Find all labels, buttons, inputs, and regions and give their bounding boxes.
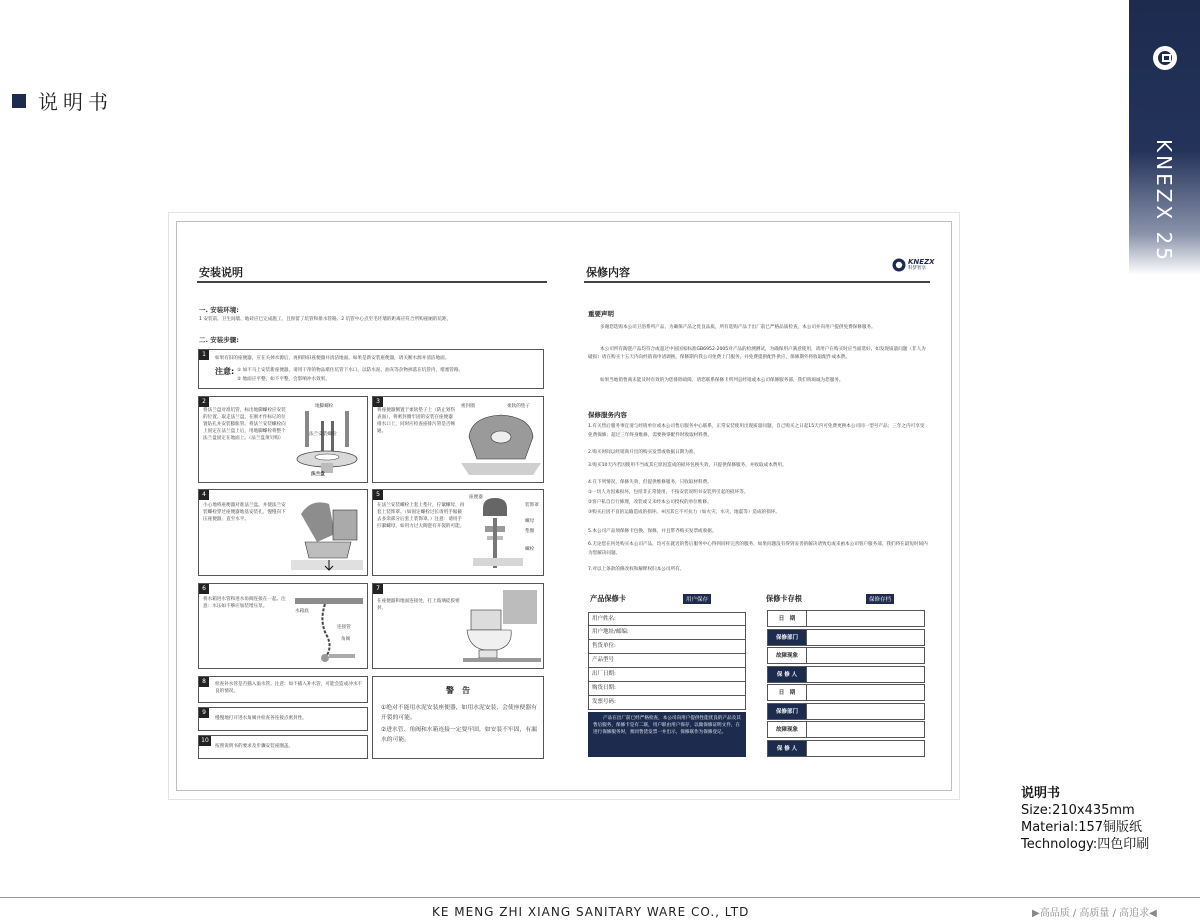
step-9-text: 慢慢地打开进水角阀并检查各连接点密封性。 xyxy=(215,716,307,721)
page-title xyxy=(12,86,113,115)
brand-band-text: KNEZX 25 xyxy=(1152,139,1176,263)
card-row: 售货单位: xyxy=(588,640,746,654)
stub-label: 日 期 xyxy=(767,610,807,627)
step-5-label-3: 螺母 xyxy=(525,519,535,524)
step-7-number: 7 xyxy=(373,584,383,594)
warranty-title: 保修内容 xyxy=(586,266,630,279)
step-2-label-3: 法兰盘 xyxy=(311,472,325,477)
step-2-label-1: 地脚螺栓 xyxy=(315,404,334,409)
footer-slogan: ▶高品质 / 高质量 / 高追求◀ xyxy=(1032,908,1157,919)
card-row: 购货日期: xyxy=(588,682,746,696)
stub-value-field xyxy=(807,610,925,627)
step-5-label-5: 螺栓 xyxy=(525,547,535,552)
spec-technology: Technology:四色印刷 xyxy=(1021,837,1150,852)
header-logo-sub: 科梦智享 xyxy=(908,265,926,271)
step-8-box xyxy=(198,676,368,703)
stub-value-field xyxy=(807,647,925,664)
stub-label: 保 修 人 xyxy=(767,666,807,683)
warranty-title-rule xyxy=(584,281,930,283)
step-6-label-2: 连接管 xyxy=(337,625,351,630)
step-5-text: 在法兰安装螺栓上套上垫片，拧紧螺母，再套上装饰罩。（如固定螺栓过长请用手锯截去多余部分后套上装饰罩。）注意：请用手拧紧螺母，如用力过大陶瓷有开裂的可能。 xyxy=(377,503,465,529)
notice-2: 本公司所有陶瓷产品均符合或超过中国国家标准GB6952-2005对产品的检测测试，为确保用户满意使用，请用户在购买时应当面选好，如发现质量问题（非人为破损）请在购买十五天内向经销商申请调换，保修期内我公司免费上门服务，并免费提供配件供应，保修期外将收取配件成本费。 xyxy=(588,347,926,360)
step-4-box xyxy=(198,489,368,576)
env-title: 一. 安装环境: xyxy=(199,306,239,314)
step-3-label-1: 密封圈 xyxy=(461,404,475,409)
step-5-label-2: 装饰罩 xyxy=(525,503,539,508)
step-6-label-3: 角阀 xyxy=(341,637,351,642)
step-4-text: 小心地将座便器对准法兰盘，并使法兰安装螺栓穿过座便器地基安装孔，慢慢向下压座便器，直至水平。 xyxy=(203,503,286,522)
card-row: 用户姓名: xyxy=(588,612,746,626)
step-3-label-2: 柔软的垫子 xyxy=(507,404,530,409)
service-1: 1.有关售后服务事宜请与经销单位或本公司售后服务中心联系，正常安装使用出现质量问题，自己购买之日起15天内可免费更换本公司同一型号产品；三年之内可享受免费保修；超过三年终身维修，需要换零配件时收取材料费。 xyxy=(588,424,925,438)
notice-title: 重要声明 xyxy=(588,310,614,318)
steps-title: 二. 安装步骤: xyxy=(199,336,239,344)
spec-size: Size:210x435mm xyxy=(1021,803,1135,818)
warning-title: 警 告 xyxy=(446,686,470,695)
stub-label: 日 期 xyxy=(767,684,807,701)
header-logo xyxy=(892,258,935,272)
stub-label: 保修部门 xyxy=(767,703,807,720)
step-3-box xyxy=(372,396,544,483)
card-tag: 用户保存 xyxy=(683,594,711,604)
step-5-number: 5 xyxy=(373,490,383,500)
step-8-text: 检查补水管是否插入溢水管。注意：如不插入补水管，可能会造成冲水不良的情况。 xyxy=(215,682,363,694)
service-2: 2.购买时间以经销商开出的购买发票或收据日期为准。 xyxy=(588,450,699,455)
step-1-box xyxy=(198,349,544,389)
step-4-number: 4 xyxy=(199,490,209,500)
step-10-box xyxy=(198,735,368,759)
step-6-label-1: 水箱底 xyxy=(295,609,309,614)
step-6-text: 将水箱进水管和进水角阀连接在一起。注意：水压如不够应加装增压泵。 xyxy=(203,597,286,609)
water-hose-illustration-icon xyxy=(295,592,363,664)
env-text: 1 安装前、卫生间墙、地砖应已完成施工，且预留了坑管和排水管路。2 坑管中心点至毛坯墙的距离应符合所购座厕的坑距。 xyxy=(199,317,452,322)
footer-divider xyxy=(0,897,1200,898)
step-6-box xyxy=(198,583,368,669)
step-8-number: 8 xyxy=(199,677,209,687)
note-2: ② 地面应平整，如不平整，会影响冲水效果。 xyxy=(237,377,330,382)
notice-1: 多谢您选购本公司卫浴系列产品，为确保产品之优良品质，所有选购产品于出厂前已严格品质检查，本公司并向用户提供免费保修服务。 xyxy=(600,325,876,330)
flange-illustration-icon xyxy=(291,401,363,479)
stub-label: 故障现象 xyxy=(767,647,807,664)
toilet-installed-illustration-icon xyxy=(463,588,541,666)
install-title: 安装说明 xyxy=(199,266,243,279)
step-7-text: 在座便器和地面连接处，打上玻璃硅胶密封。 xyxy=(377,599,460,611)
step-3-text: 将座便器倒置于柔软垫子上（防止划伤表面），将密封圈牢固的安装在座便器排水口上，同时应检查座排污管是否畅通。 xyxy=(377,408,456,434)
step-1-number: 1 xyxy=(199,350,209,360)
spec-block xyxy=(1021,785,1149,853)
warning-box xyxy=(372,676,544,759)
stub-value-field xyxy=(807,703,925,720)
spec-material: Material:157铜版纸 xyxy=(1021,820,1143,835)
card-row: 产品型号 xyxy=(588,654,746,668)
header-logo-icon xyxy=(892,258,906,272)
card-row: 发票号码: xyxy=(588,696,746,710)
title-square-icon xyxy=(12,94,26,108)
footer-company: KE MENG ZHI XIANG SANITARY WARE CO., LTD xyxy=(432,905,750,919)
stub-tag: 保修存档 xyxy=(866,594,894,604)
service-4: 4.在下列情况，保修失效，但提供维修服务，只收取材料费。 xyxy=(588,480,712,485)
step-3-number: 3 xyxy=(373,397,383,407)
step-1-text: 如果有旧的座便器，应在关掉水源后，再拆除旧座便器并清洁地面。如果是新安装座便器，请关断水源并清洁地面。 xyxy=(215,356,450,361)
step-9-number: 9 xyxy=(199,708,209,718)
step-2-label-2: 法兰安装螺栓 xyxy=(309,432,337,437)
step-9-box xyxy=(198,707,368,731)
spec-heading: 说明书 xyxy=(1021,786,1061,801)
notice-3: 如果当地销售商未能及时有效的为您排除故障，请您联系保修卡所列总经销或本公司保修服务部，我们将竭诚为您服务。 xyxy=(600,378,844,383)
stub-value-field xyxy=(807,684,925,701)
step-7-box xyxy=(372,583,544,669)
service-title: 保修服务内容 xyxy=(588,411,627,419)
stub-title: 保修卡存根 xyxy=(766,594,802,603)
step-10-text: 按照说明书的要求及步骤安装座圈盖。 xyxy=(215,744,294,749)
card-row: 出厂日期: xyxy=(588,668,746,682)
install-title-rule xyxy=(197,281,547,283)
header-logo-text: KNEZX xyxy=(908,257,935,266)
brand-logo-icon xyxy=(1151,44,1179,72)
stub-label: 保修部门 xyxy=(767,629,807,646)
stub-value-field xyxy=(807,629,925,646)
step-5-label-1: 座便器 xyxy=(469,495,483,500)
note-label: 注意: xyxy=(215,367,235,376)
bolt-assembly-illustration-icon xyxy=(473,498,523,570)
stub-value-field xyxy=(807,666,925,683)
warning-2: ②进水管、角阀和水箱连接一定要牢固，如安装不牢固，有漏水的可能。 xyxy=(381,727,537,743)
toilet-inverted-illustration-icon xyxy=(461,407,541,479)
service-4c: ③购买后因不良的运输造成的损坏。④因其它不可抗力（如火灾、水灾、地震等）造成的损坏。 xyxy=(588,510,780,515)
service-3: 3.购买10天内若因使用不当或其它原因造成的损坏包换失效，只提供保修服务，并收取成本费用。 xyxy=(588,463,787,468)
stub-label: 保 修 人 xyxy=(767,740,807,757)
page-title-text: 说明书 xyxy=(38,90,113,114)
warning-1: ①绝对不能用水泥安装座便器，如用水泥安装，会使座便器有开裂的可能。 xyxy=(381,705,537,721)
step-2-number: 2 xyxy=(199,397,209,407)
step-5-box xyxy=(372,489,544,576)
step-5-label-4: 垫圈 xyxy=(525,529,535,534)
step-2-box xyxy=(198,396,368,483)
service-5: 5.本公司产品须保修卡包换、保修，并且带齐购买发票或收据。 xyxy=(588,529,717,534)
service-7: 7.对以上条款的修改权和解释权归本公司所有。 xyxy=(588,567,685,572)
step-10-number: 10 xyxy=(199,736,211,746)
card-title: 产品保修卡 xyxy=(590,594,626,603)
card-note: 产品在出厂前已经严格检查，本公司向用户提供性能优良的产品及其售后服务，保修卡是有二联，用户联由用户保存，以做保修证明文件，在进行保修服务时，须同售货发票一并出示，保修联作为保修登记。 xyxy=(588,712,746,757)
toilet-placing-illustration-icon xyxy=(291,494,363,572)
stub-value-field xyxy=(807,721,925,738)
step-2-text: 将法兰盘对准坑管，标出地脚螺栓应安装的位置。取走法兰盘，在刚才作标记的位置钻孔并安装膨胀管。将法兰安装螺栓向上固定在法兰盘上后，用地脚螺栓将整个法兰盘固定在地面上。（法兰盘须另购） xyxy=(203,408,286,441)
service-6: 6.无论您在何处购买本公司产品，均可在就近的售后服务中心得到同样完善的服务，如果问题没有得到妥善的解决请致电或来函本公司客户服务部，我们将在最短时间内为您解决问题。 xyxy=(588,542,928,556)
stub-label: 故障现象 xyxy=(767,721,807,738)
service-4a: ①一切人为因素损坏，包括非正常使用，不按安装说明书安装所引起的损坏等。 xyxy=(588,490,749,495)
card-row: 用户地址/邮编: xyxy=(588,626,746,640)
stub-value-field xyxy=(807,740,925,757)
step-6-number: 6 xyxy=(199,584,209,594)
service-4b: ②客户私自自行修理，改装或又未经本公司授权的单位维修。 xyxy=(588,500,712,505)
note-1: ① 如不马上安装新座便器，请用干净的物品堵住坑管下水口，以防水泥、油灰等杂物掉落在坑管内，堵塞管路。 xyxy=(237,368,464,373)
